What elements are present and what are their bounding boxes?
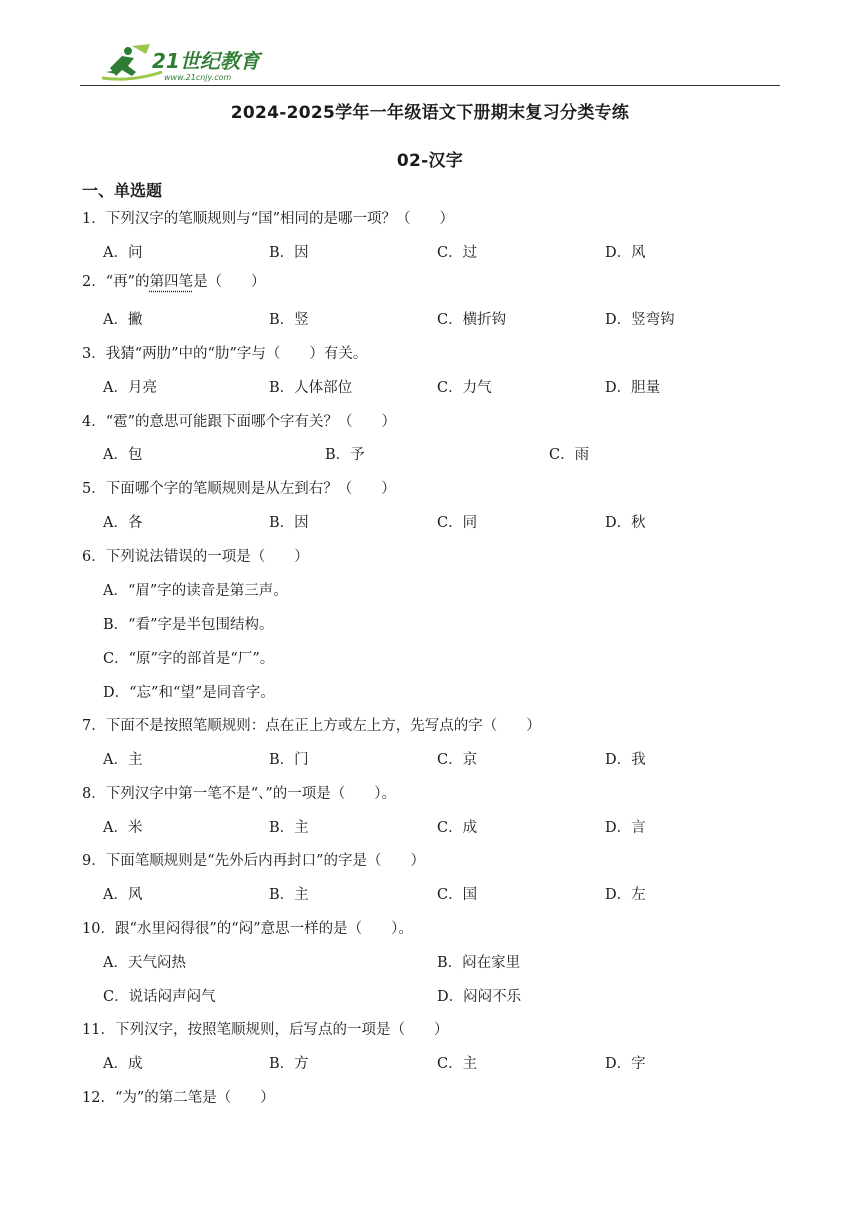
q10-option-c[interactable]: C．说话闷声闷气 xyxy=(103,989,216,1005)
q8-option-d[interactable]: D．言 xyxy=(605,820,646,836)
q3-option-d[interactable]: D．胆量 xyxy=(605,380,661,396)
q10-option-b[interactable]: B．闷在家里 xyxy=(437,955,521,971)
q4-option-a[interactable]: A．包 xyxy=(103,447,143,463)
q10-option-a[interactable]: A．天气闷热 xyxy=(103,955,186,971)
q3-option-a[interactable]: A．月亮 xyxy=(103,380,157,396)
q4-option-c[interactable]: C．雨 xyxy=(549,447,590,463)
question-11: 11．下列汉字，按照笔顺规则，后写点的一项是（ ） xyxy=(82,1022,449,1038)
q2-option-c[interactable]: C．横折钩 xyxy=(437,312,507,328)
q8-option-b[interactable]: B．主 xyxy=(269,820,309,836)
q2-option-d[interactable]: D．竖弯钩 xyxy=(605,312,675,328)
logo-url: www.21cnjy.com xyxy=(164,73,232,82)
q2-emphasis: 第四笔 xyxy=(149,274,194,290)
q1-option-b[interactable]: B．因 xyxy=(269,245,309,261)
header-divider xyxy=(80,85,780,86)
q5-option-c[interactable]: C．同 xyxy=(437,515,478,531)
question-8: 8．下列汉字中第一笔不是“、”的一项是（ ）。 xyxy=(82,786,397,802)
q1-option-a[interactable]: A．问 xyxy=(103,245,143,261)
q3-option-b[interactable]: B．人体部位 xyxy=(269,380,353,396)
question-6: 6．下列说法错误的一项是（ ） xyxy=(82,549,309,565)
q2-text-post: 是（ ） xyxy=(193,274,266,290)
q9-option-c[interactable]: C．国 xyxy=(437,887,478,903)
q9-option-b[interactable]: B．主 xyxy=(269,887,309,903)
q6-option-b[interactable]: B．“看”字是半包围结构。 xyxy=(103,617,274,633)
page-header xyxy=(80,38,780,88)
question-2 xyxy=(82,270,266,291)
q7-option-d[interactable]: D．我 xyxy=(605,752,646,768)
q1-option-c[interactable]: C．过 xyxy=(437,245,478,261)
q4-option-b[interactable]: B．予 xyxy=(325,447,365,463)
q5-option-a[interactable]: A．各 xyxy=(103,515,143,531)
question-7: 7．下面不是按照笔顺规则：点在正上方或左上方，先写点的字（ ） xyxy=(82,718,541,734)
question-5: 5．下面哪个字的笔顺规则是从左到右？（ ） xyxy=(82,481,396,497)
q6-option-d[interactable]: D．“忘”和“望”是同音字。 xyxy=(103,685,275,701)
section-heading: 一、单选题 xyxy=(82,181,163,200)
q9-option-a[interactable]: A．风 xyxy=(103,887,143,903)
logo-text: 21世纪教育 xyxy=(152,49,260,73)
q7-option-c[interactable]: C．京 xyxy=(437,752,478,768)
q5-option-d[interactable]: D．秋 xyxy=(605,515,646,531)
q11-option-d[interactable]: D．字 xyxy=(605,1056,646,1072)
brand-logo xyxy=(102,42,292,86)
q11-option-a[interactable]: A．成 xyxy=(103,1056,143,1072)
q3-option-c[interactable]: C．力气 xyxy=(437,380,492,396)
q8-option-c[interactable]: C．成 xyxy=(437,820,478,836)
q7-option-b[interactable]: B．门 xyxy=(269,752,309,768)
q7-option-a[interactable]: A．主 xyxy=(103,752,143,768)
q10-option-d[interactable]: D．闷闷不乐 xyxy=(437,989,522,1005)
question-3: 3．我猜“两肋”中的“肋”字与（ ）有关。 xyxy=(82,346,368,362)
question-12: 12．“为”的第二笔是（ ） xyxy=(82,1090,275,1106)
q1-option-d[interactable]: D．风 xyxy=(605,245,646,261)
q6-option-c[interactable]: C．“原”字的部首是“厂”。 xyxy=(103,651,275,667)
document-title: 2024-2025学年一年级语文下册期末复习分类专练 xyxy=(230,103,630,123)
q2-text-pre: 2．“再”的 xyxy=(82,274,150,290)
question-1: 1．下列汉字的笔顺规则与“国”相同的是哪一项？（ ） xyxy=(82,211,455,227)
q6-option-a[interactable]: A．“眉”字的读音是第三声。 xyxy=(103,583,288,599)
q8-option-a[interactable]: A．米 xyxy=(103,820,143,836)
question-9: 9．下面笔顺规则是“先外后内再封口”的字是（ ） xyxy=(82,853,426,869)
question-4: 4．“雹”的意思可能跟下面哪个字有关？（ ） xyxy=(82,414,397,430)
q11-option-c[interactable]: C．主 xyxy=(437,1056,478,1072)
q5-option-b[interactable]: B．因 xyxy=(269,515,309,531)
q9-option-d[interactable]: D．左 xyxy=(605,887,646,903)
q2-option-a[interactable]: A．撇 xyxy=(103,312,143,328)
q2-option-b[interactable]: B．竖 xyxy=(269,312,309,328)
question-10: 10．跟“水里闷得很”的“闷”意思一样的是（ ）。 xyxy=(82,921,413,937)
q11-option-b[interactable]: B．方 xyxy=(269,1056,309,1072)
document-subtitle: 02-汉字 xyxy=(396,151,464,171)
